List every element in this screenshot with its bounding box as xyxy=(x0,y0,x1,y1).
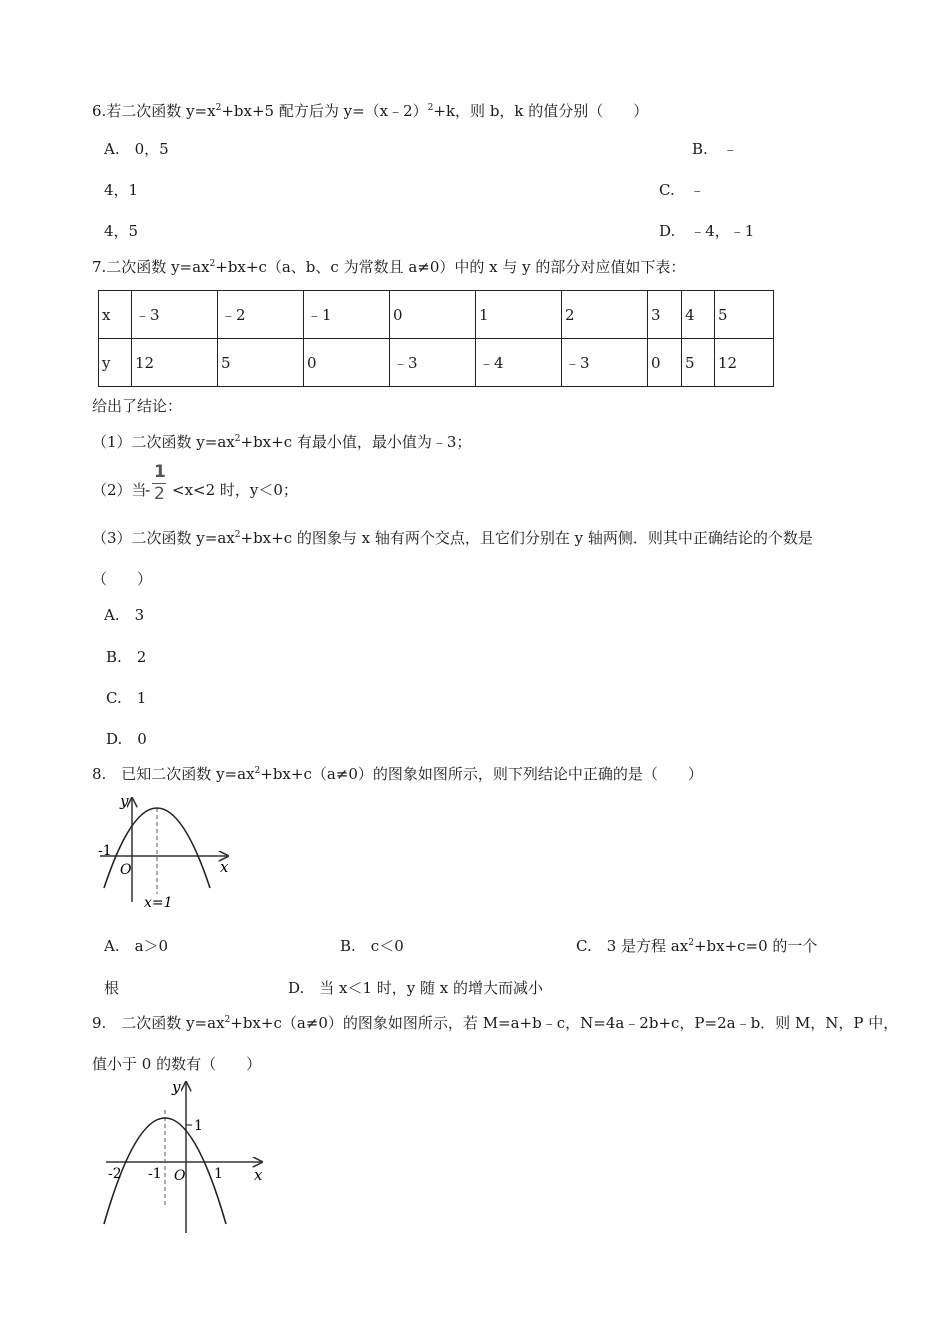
q6-option-b-continued: 4，1 xyxy=(104,181,139,199)
q8-option-b: B. c＜0 xyxy=(340,937,404,955)
y-axis-label: y xyxy=(172,1078,181,1096)
x-one-label: 1 xyxy=(214,1166,223,1182)
q9-parabola-figure xyxy=(100,1078,275,1238)
origin-label: O xyxy=(174,1168,186,1184)
q7-conclusion-3: （3）二次函数 $y=ax^2+bx+c$ 的图象与 x 轴有两个交点，且它们分别在 y 轴两侧．则其中正确结论的个数是 xyxy=(92,529,813,547)
q8-parabola-figure xyxy=(90,790,250,915)
minus-one-label: -1 xyxy=(98,843,112,859)
table-row-x xyxy=(99,291,774,339)
table-cell: ﹣3 xyxy=(132,291,218,339)
q8-option-c: C. 3 是方程 $ax^2+bx+c=0$ 的一个 xyxy=(576,937,818,955)
origin-label: O xyxy=(120,862,132,878)
x-axis-label: x xyxy=(220,858,229,876)
q7-conclusion-2-prefix: （2）当 xyxy=(92,481,147,499)
q7-given: 给出了结论： xyxy=(92,397,183,415)
q9-stem-line2: 值小于 0 的数有（ ） xyxy=(92,1055,262,1073)
table-cell: 0 xyxy=(304,339,390,387)
q7-stem: 7.二次函数 $y=ax^2+bx+c(a$、b、c 为常数且 a≠0）中的 x 与 y 的部分对应值如下表： xyxy=(92,258,686,276)
q6-option-a: A. 0，5 xyxy=(104,140,169,158)
table-cell: 3 xyxy=(648,291,682,339)
table-cell: y xyxy=(99,339,132,387)
table-cell: 5 xyxy=(682,339,715,387)
table-cell: ﹣1 xyxy=(304,291,390,339)
x-axis-label: x xyxy=(254,1166,263,1184)
x-minus-one-label: -1 xyxy=(148,1166,162,1182)
table-row-y xyxy=(99,339,774,387)
table-cell: 4 xyxy=(682,291,715,339)
q8-option-a: A. a＞0 xyxy=(104,937,169,955)
table-cell: 0 xyxy=(648,339,682,387)
q6-option-c-continued: 4，5 xyxy=(104,222,139,240)
table-cell: x xyxy=(99,291,132,339)
table-cell: ﹣4 xyxy=(476,339,562,387)
q7-option-a: A. 3 xyxy=(104,606,145,624)
table-cell: ﹣3 xyxy=(562,339,648,387)
table-cell: 12 xyxy=(132,339,218,387)
q7-conclusion-2-suffix: <x<2 时，y＜0； xyxy=(172,481,298,499)
q6-option-c: C. ﹣ xyxy=(659,181,705,199)
y-value-one-label: 1 xyxy=(194,1118,203,1134)
q6-stem: 6.若二次函数 $y=x^2+bx+5$ 配方后为 y=（x﹣2）$^2$+k，则 b，k 的值分别（ ） xyxy=(92,102,649,120)
q8-stem: 8. 已知二次函数 $y=ax^2+bx+c(a\ne 0)$的图象如图所示，则下列结论中正确的是（ ） xyxy=(92,765,703,783)
table-cell: 12 xyxy=(715,339,774,387)
q7-option-b: B. 2 xyxy=(106,648,147,666)
y-axis-label: y xyxy=(120,792,129,810)
table-cell: 2 xyxy=(562,291,648,339)
table-cell: 5 xyxy=(218,339,304,387)
symmetry-axis-label: x=1 xyxy=(144,895,173,911)
q7-option-c: C. 1 xyxy=(106,689,147,707)
q7-value-table xyxy=(98,290,774,387)
q8-option-d: D. 当 x＜1 时，y 随 x 的增大而减小 xyxy=(288,979,544,997)
q6-option-b: B. ﹣ xyxy=(692,140,738,158)
table-cell: 0 xyxy=(390,291,476,339)
fraction-denominator: 2 xyxy=(154,484,165,504)
table-cell: ﹣3 xyxy=(390,339,476,387)
fraction-numerator: 1 xyxy=(154,462,166,482)
minus-sign: - xyxy=(145,481,151,499)
q6-option-d: D. ﹣4，﹣1 xyxy=(659,222,755,240)
q7-option-d: D. 0 xyxy=(106,730,147,748)
table-cell: 5 xyxy=(715,291,774,339)
x-minus-two-label: -2 xyxy=(108,1166,122,1182)
table-cell: 1 xyxy=(476,291,562,339)
table-cell: ﹣2 xyxy=(218,291,304,339)
q9-stem: 9. 二次函数 $y=ax^2+bx+c(a\ne 0)$的图象如图所示，若 M=a+b﹣c，N=4a﹣2b+c，P=2a﹣b．则 M，N，P 中， xyxy=(92,1014,899,1032)
q7-answer-paren: （ ） xyxy=(92,570,153,588)
q7-conclusion-1: （1）二次函数 $y=ax^2+bx+c$ 有最小值，最小值为﹣3； xyxy=(92,433,472,451)
q8-option-c-continued: 根 xyxy=(104,979,120,997)
